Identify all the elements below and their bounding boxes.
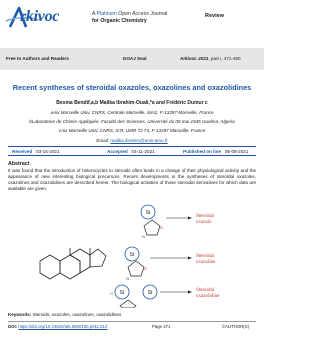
page-number: Page 471 — [152, 324, 171, 329]
article-type: Review — [205, 13, 224, 19]
copyright: ©AUTHOR(S) — [222, 324, 250, 329]
label-oxazoline: Steroidal oxazoline — [196, 254, 216, 265]
journal-logo: rkivoc — [20, 8, 60, 25]
oxazole-ring-icon — [144, 220, 160, 235]
contact-email: Email: malika.ibrahim@univ-amu.fr — [96, 138, 168, 143]
nitrogen-label-2: N — [126, 276, 129, 281]
doi-link[interactable]: https://doi.org/10.24820/ark.5550190.p011.512 — [18, 324, 108, 329]
received-date: Received 03-15-2021 — [12, 148, 60, 154]
abstract-heading: Abstract — [8, 161, 30, 167]
oxygen-label-1: O — [160, 225, 164, 230]
affiliation-b: bLaboratoire de Chimie Appliquée, Faculté des Sciences, Université du 08 mai 1945 Guelma, Algeria — [29, 119, 235, 124]
article-title: Recent syntheses of steroidal oxazoles, oxazolines and oxazolidines — [12, 83, 252, 92]
steroid-skeleton-icon — [40, 248, 106, 279]
author-list: Besma Bendif,a,b Malika Ibrahim-Ouali,*a and Frédéric Dumur c — [56, 100, 208, 106]
doaj-seal[interactable]: DOAJ Seal — [123, 56, 147, 61]
keywords: Keywords: Steroids, oxazoles, oxazolines, oxazolidines — [8, 312, 122, 317]
nitrogen-label-1: N — [142, 234, 145, 239]
affiliation-c: cAix Marseille Univ, CNRS, ICR, UMR 72 73, F-13397 Marseille, France — [58, 128, 206, 133]
journal-subtitle: for Organic Chemistry — [92, 18, 147, 24]
st-label-mid: St — [129, 252, 135, 258]
st-label-right: St — [147, 290, 153, 296]
st-label-top: St — [145, 210, 151, 216]
footer-divider — [8, 321, 256, 322]
platinum-label: Platinum — [96, 11, 117, 17]
journal-tagline: A Platinum Open Access Journal — [92, 11, 168, 17]
oxazoline-ring-icon — [128, 261, 144, 276]
graphical-abstract — [0, 196, 264, 308]
abstract-text: It was found that the introduction of heterocycles to steroids often leads in a change of their physiological activity and the appearance of new interesting biological precursors. Recent developments in the syntheses of steroidal oxazoles, oxazolines and oxazolidines are described herein. The biological activities of those steroidal derivatives for which data are available are given. — [8, 168, 256, 191]
label-oxazole: Steroidal oxazole — [196, 214, 215, 225]
oxygen-label-2: O — [144, 266, 148, 271]
accepted-date: Accepted 04-11-2021 — [107, 148, 155, 154]
published-date: Published on line 05-08-2021 — [183, 148, 249, 154]
oxazolidine-ring-icon — [120, 300, 136, 308]
email-link[interactable]: malika.ibrahim@univ-amu.fr — [110, 138, 168, 143]
oxygen-label-3: O — [110, 291, 114, 296]
doi: DOI: https://doi.org/10.24820/ark.5550190.p011.512 — [8, 324, 108, 329]
free-access-note: Free to Authors and Readers — [6, 56, 69, 61]
label-oxazolidine: Steroidal oxazolidine — [196, 288, 220, 299]
volume-info: Arkivoc 2021, part i, 471-490 — [180, 56, 241, 61]
affiliation-a: aAix Marseille Univ, CNRS, Centrale Marseille, iSm2, F-13397 Marseille, France — [50, 110, 214, 115]
st-label-left: St — [119, 290, 125, 296]
